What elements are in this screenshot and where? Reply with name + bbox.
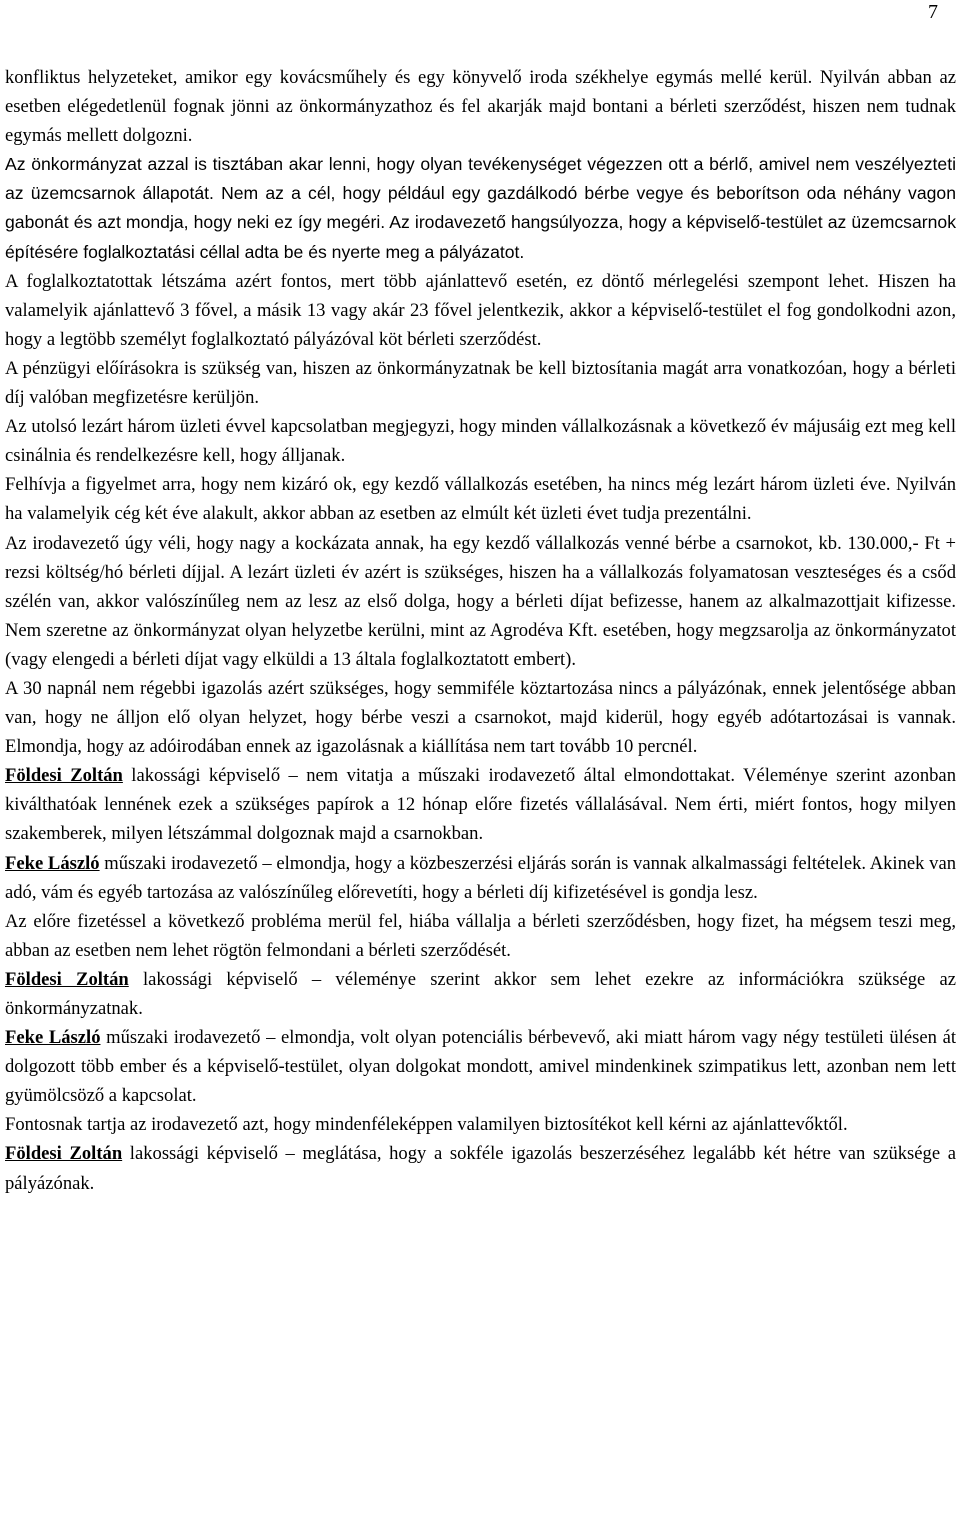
speaker-name: Földesi Zoltán: [5, 1143, 123, 1165]
paragraph: konfliktus helyzeteket, amikor egy kovácsműhely és egy könyvelő iroda székhelye egymás mellé kerül. Nyilván abban az esetben elégedetlenül fognak jönni az önkormányzathoz és fel akarják majd bontani a bérleti szerződést, hiszen nem tudnak egymás mellett dolgozni.: [5, 67, 956, 147]
speaker-name: Földesi Zoltán: [5, 968, 129, 990]
speaker-name: Földesi Zoltán: [5, 765, 123, 787]
speaker-paragraph: [5, 849, 956, 907]
speaker-text: műszaki irodavezető – elmondja, volt olyan potenciális bérbevevő, aki miatt három vagy négy testületi ülésen át dolgozott több ember és a képviselő-testület, olyan dolgokat mondott, amivel mindenkinek szimpatikus lett, azonban nem lett gyümölcsöző a kapcsolat.: [5, 1027, 956, 1107]
speaker-text: műszaki irodavezető – elmondja, hogy a közbeszerzési eljárás során is vannak alkalmassági feltételek. Akinek van adó, vám és egyéb tartozása az valószínűleg előrevetíti, hogy a bérleti díj kifizetésével is gondja lesz.: [5, 852, 956, 903]
speaker-paragraph: [5, 761, 956, 848]
paragraph: A 30 napnál nem régebbi igazolás azért szükséges, hogy semmiféle köztartozása nincs a pályázónak, ennek jelentősége abban van, hogy ne álljon elő olyan helyzet, hogy bérbe veszi a csarnokot, majd kiderül, hogy egyéb adótartozásai is vannak. Elmondja, hogy az adóirodában ennek az igazolásnak a kiállítása nem tart tovább 10 percnél.: [5, 677, 956, 758]
speaker-paragraph: [5, 1139, 956, 1197]
paragraph: Az utolsó lezárt három üzleti évvel kapcsolatban megjegyzi, hogy minden vállalkozásnak a következő év májusáig ezt meg kell csinálnia és rendelkezésre kell, hogy álljanak.: [5, 416, 956, 467]
speaker-name: Feke László: [5, 852, 100, 874]
page-number: 7: [928, 1, 938, 23]
document-body: [5, 63, 956, 1198]
paragraph: A foglalkoztatottak létszáma azért fontos, mert több ajánlattevő esetén, ez döntő mérlegelési szempont lehet. Hiszen ha valamelyik ajánlattevő 3 fővel, a másik 13 vagy akár 23 fővel jelentkezik, akkor a képviselő-testület el fog gondolkodni azon, hogy a legtöbb személyt foglalkoztató pályázóval köt bérleti szerződést.: [5, 270, 956, 350]
paragraph: Felhívja a figyelmet arra, hogy nem kizáró ok, egy kezdő vállalkozás esetében, ha nincs még lezárt három üzleti éve. Nyilván ha valamelyik cég két éve alakult, akkor abban az esetben az elmúlt két üzleti évet tudja prezentálni.: [5, 474, 956, 525]
speaker-text: lakossági képviselő – véleménye szerint akkor sem lehet ezekre az információkra szüksége az önkormányzatnak.: [5, 968, 956, 1019]
speaker-paragraph: [5, 965, 956, 1023]
speaker-text: lakossági képviselő – nem vitatja a műszaki irodavezető által elmondottakat. Véleménye szerint azonban kiválthatóak lennének ezek a szükséges papírok a 12 hónap előre fizetés vállalásával. Nem érti, miért fontos, hogy milyen szakemberek, milyen létszámmal dolgoznak majd a csarnokban.: [5, 765, 956, 845]
speaker-name: Feke László: [5, 1027, 101, 1049]
paragraph: Az előre fizetéssel a következő probléma merül fel, hiába vállalja a bérleti szerződésben, hogy fizet, ha mégsem teszi meg, abban az esetben nem lehet rögtön felmondani a bérleti szerződését.: [5, 910, 956, 961]
speaker-text: lakossági képviselő – meglátása, hogy a sokféle igazolás beszerzéséhez legalább két hétre van szüksége a pályázónak.: [5, 1143, 956, 1194]
paragraph: Az irodavezető úgy véli, hogy nagy a kockázata annak, ha egy kezdő vállalkozás venné bérbe a csarnokot, kb. 130.000,- Ft + rezsi költség/hó bérleti díjjal. A lezárt üzleti év azért is szükséges, hiszen ha a vállalkozás folyamatosan veszteséges és a csőd szélén van, akkor valószínűleg nem az lesz az első dolga, hogy a bérleti díjat befizesse, hanem az alkalmazottjait kifizesse. Nem szeretne az önkormányzat olyan helyzetbe kerülni, mint az Agrodéva Kft. esetében, hogy megzsarolja az önkormányzatot (vagy elengedi a bérleti díjat vagy elküldi a 13 általa foglalkoztatott embert).: [5, 532, 956, 670]
paragraph: Az önkormányzat azzal is tisztában akar lenni, hogy olyan tevékenységet végezzen ott a bérlő, amivel nem veszélyezteti az üzemcsarnok állapotát. Nem az a cél, hogy például egy gazdálkodó bérbe vegye és beborítson oda néhány vagon gabonát és azt mondja, hogy neki ez így megéri. Az irodavezető hangsúlyozza, hogy a képviselő-testület az üzemcsarnok építésére foglalkoztatási céllal adta be és nyerte meg a pályázatot.: [5, 154, 956, 262]
speaker-paragraph: [5, 1023, 956, 1110]
paragraph: Fontosnak tartja az irodavezető azt, hogy mindenféleképpen valamilyen biztosítékot kell kérni az ajánlattevőktől.: [5, 1114, 848, 1136]
paragraph: A pénzügyi előírásokra is szükség van, hiszen az önkormányzatnak be kell biztosítania magát arra vonatkozóan, hogy a bérleti díj valóban megfizetésre kerüljön.: [5, 357, 956, 409]
